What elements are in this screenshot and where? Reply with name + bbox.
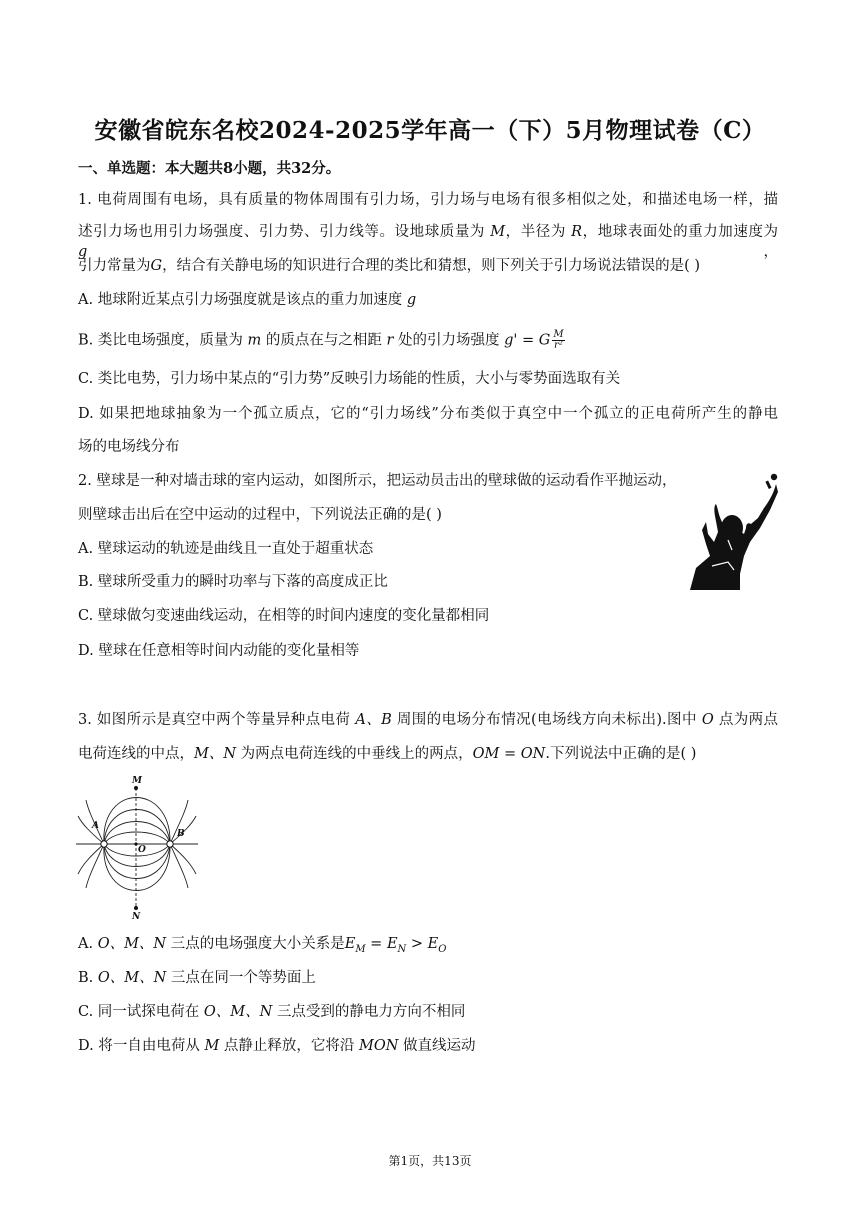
q1-stem-line3: 引力常量为G，结合有关静电场的知识进行合理的类比和猜想，则下列关于引力场说法错误的是( ) <box>78 258 701 274</box>
label-m: M <box>132 776 142 786</box>
q1-option-d-line1: D. 如果把地球抽象为一个孤立质点，它的“引力场线”分布类似于真空中一个孤立的正电荷所产生的静电 <box>78 406 778 422</box>
q1-option-b: B. 类比电场强度，质量为 m 的质点在与之相距 r 处的引力场强度 g' = G $\frac{M}{\text{r²}}$ <box>78 329 564 351</box>
charge-b <box>167 841 173 847</box>
charge-a <box>101 841 107 847</box>
q3-stem-line1: 3. 如图所示是真空中两个等量异种点电荷 A、B 周围的电场分布情况(电场线方向未标出).图中 O 点为两点 <box>78 712 779 728</box>
label-b: B <box>177 829 185 839</box>
page-footer: 第1页，共13页 <box>388 1154 472 1168</box>
q1-stem-line1: 1. 电荷周围有电场，具有质量的物体周围有引力场，引力场与电场有很多相似之处，和描述电场一样，描 <box>78 192 778 208</box>
squash-player-figure <box>688 470 788 592</box>
fraction-m-over-r2: $\frac{M}{\text{r²}}$ <box>553 329 564 351</box>
q2-stem-line1: 2. 壁球是一种对墙击球的室内运动，如图所示，把运动员击出的壁球做的运动看作平抛运动， <box>78 473 677 489</box>
q2-option-a: A. 壁球运动的轨迹是曲线且一直处于超重状态 <box>78 541 374 557</box>
q1-option-a: A. 地球附近某点引力场强度就是该点的重力加速度 g <box>78 292 417 308</box>
q1-option-d-line2: 场的电场线分布 <box>78 439 180 455</box>
q2-option-d: D. 壁球在任意相等时间内动能的变化量相等 <box>78 643 360 659</box>
label-a: A <box>92 821 99 831</box>
label-n: N <box>132 912 141 922</box>
section-heading: 一、单选题：本大题共8小题，共32分。 <box>78 160 341 177</box>
q3-option-a: A. O、M、N 三点的电场强度大小关系是$E_M = E_N > E_O$ <box>78 936 447 955</box>
q3-option-d: D. 将一自由电荷从 M 点静止释放，它将沿 MON 做直线运动 <box>78 1038 476 1054</box>
q3-option-c: C. 同一试探电荷在 O、M、N 三点受到的静电力方向不相同 <box>78 1004 466 1020</box>
q2-option-c: C. 壁球做匀变速曲线运动，在相等的时间内速度的变化量都相同 <box>78 608 490 624</box>
q1-stem-line2: 述引力场也用引力场强度、引力势、引力线等。设地球质量为 M，半径为 R，地球表面处的重力加速度为 g， <box>78 224 779 260</box>
q3-option-b: B. O、M、N 三点在同一个等势面上 <box>78 970 316 986</box>
q2-option-b: B. 壁球所受重力的瞬时功率与下落的高度成正比 <box>78 574 388 590</box>
q3-stem-line2: 电荷连线的中点，M、N 为两点电荷连线的中垂线上的两点，OM = ON.下列说法中正确的是( ) <box>78 746 697 762</box>
dipole-field-diagram <box>74 772 200 922</box>
exam-title: 安徽省皖东名校2024-2025学年高一（下）5月物理试卷（C） <box>94 117 766 144</box>
q1-option-c: C. 类比电势，引力场中某点的“引力势”反映引力场能的性质，大小与零势面选取有关 <box>78 371 621 387</box>
label-o: O <box>138 845 146 855</box>
q2-stem-line2: 则壁球击出后在空中运动的过程中，下列说法正确的是( ) <box>78 507 442 523</box>
